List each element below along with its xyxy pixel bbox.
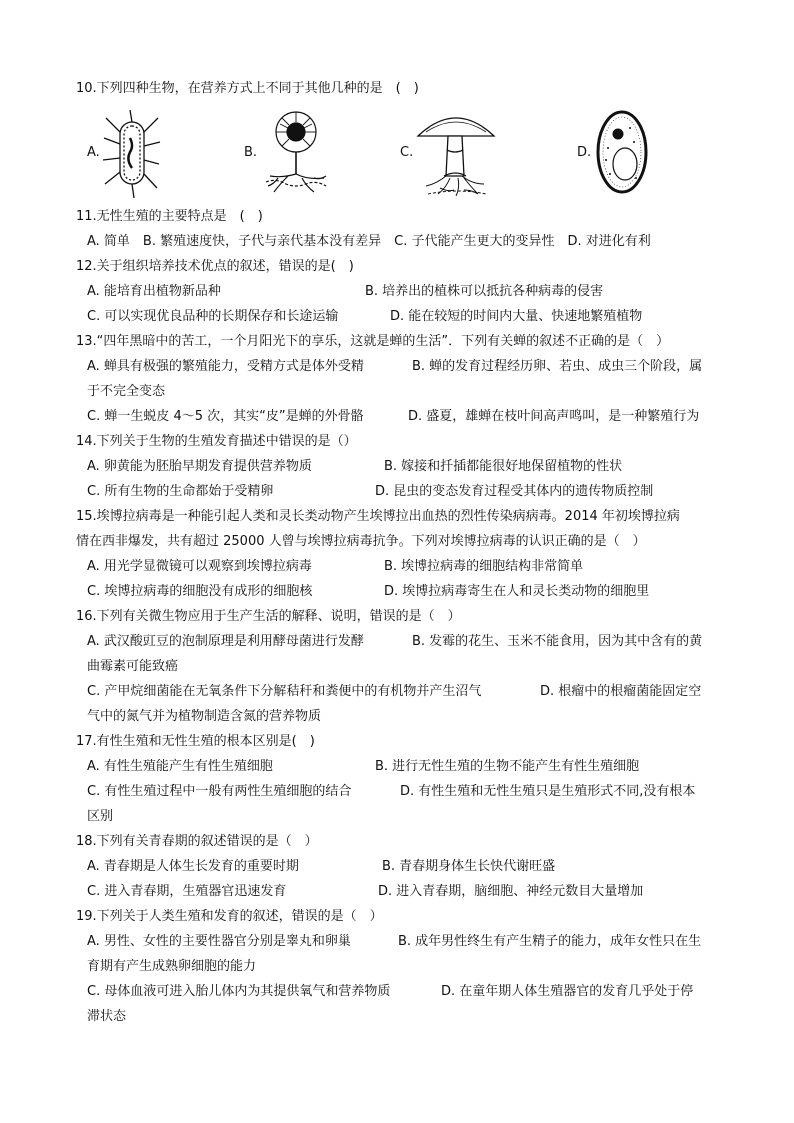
q13-option-d: D. 盛夏，雄蝉在枝叶间高声鸣叫，是一种繁殖行为 — [408, 409, 700, 424]
q13-option-a: A. 蝉具有极强的繁殖能力，受精方式是体外受精 — [87, 359, 364, 374]
q13-option-c: C. 蝉一生蜕皮 4～5 次，其实“皮”是蝉的外骨骼 — [87, 409, 364, 424]
q19-option-d: D. 在童年期人体生殖器官的发育几乎处于停 — [441, 984, 694, 999]
q17-option-c: C. 有性生殖过程中一般有两性生殖细胞的结合 — [87, 784, 352, 799]
question-18-stem: 18.下列有关青春期的叙述错误的是（ ） — [76, 834, 318, 849]
question-12-stem: 12.关于组织培养技术优点的叙述，错误的是( ) — [76, 259, 354, 274]
q10-option-d-label: D. — [577, 145, 592, 160]
q13-option-b-cont: 于不完全变态 — [87, 384, 166, 399]
q19-option-a: A. 男性、女性的主要性器官分别是睾丸和卵巢 — [87, 934, 351, 949]
question-11-stem: 11.无性生殖的主要特点是 ( ) — [76, 209, 263, 224]
q12-option-c: C. 可以实现优良品种的长期保存和长途运输 — [87, 309, 339, 324]
q19-option-b-cont: 育期有产生成熟卵细胞的能力 — [87, 959, 257, 974]
question-14-stem: 14.下列关于生物的生殖发育描述中错误的是（） — [76, 434, 357, 449]
q13-option-b: B. 蝉的发育过程经历卵、若虫、成虫三个阶段，属 — [412, 359, 703, 374]
q15-option-c: C. 埃博拉病毒的细胞没有成形的细胞核 — [87, 584, 313, 599]
bacterium-image — [100, 108, 162, 200]
q18-option-a: A. 青春期是人体生长发育的重要时期 — [87, 859, 299, 874]
yeast-cell-image — [594, 108, 650, 196]
q10-option-a-label: A. — [87, 145, 100, 160]
question-15-stem: 15.埃博拉病毒是一种能引起人类和灵长类动物产生埃博拉出血热的烈性传染病病毒。2014 年初埃博拉病 — [76, 509, 680, 524]
q16-option-b: B. 发霉的花生、玉米不能食用，因为其中含有的黄 — [412, 634, 703, 649]
q19-option-c: C. 母体血液可进入胎儿体内为其提供氧气和营养物质 — [87, 984, 391, 999]
q19-option-d-cont: 滞状态 — [87, 1009, 127, 1024]
q14-option-b: B. 嫁接和扦插都能很好地保留植物的性状 — [384, 459, 623, 474]
question-11-options: A. 简单 B. 繁殖速度快，子代与亲代基本没有差异 C. 子代能产生更大的变异性 D. 对进化有利 — [87, 234, 651, 249]
q16-option-d: D. 根瘤中的根瘤菌能固定空 — [540, 684, 702, 699]
question-10-stem: 10.下列四种生物，在营养方式上不同于其他几种的是 ( ) — [76, 81, 419, 96]
question-19-stem: 19.下列关于人类生殖和发育的叙述，错误的是（ ） — [76, 909, 383, 924]
mushroom-image — [414, 104, 498, 200]
q14-option-d: D. 昆虫的变态发育过程受其体内的遗传物质控制 — [375, 484, 654, 499]
question-16-stem: 16.下列有关微生物应用于生产生活的解释、说明，错误的是（ ） — [76, 609, 461, 624]
q17-option-d-cont: 区别 — [87, 809, 114, 824]
question-17-stem: 17.有性生殖和无性生殖的根本区别是( ) — [76, 734, 315, 749]
mold-image — [258, 108, 334, 198]
q17-option-a: A. 有性生殖能产生有性生殖细胞 — [87, 759, 273, 774]
q16-option-a: A. 武汉酸豇豆的泡制原理是利用酵母菌进行发酵 — [87, 634, 364, 649]
q14-option-c: C. 所有生物的生命都始于受精卵 — [87, 484, 274, 499]
q18-option-c: C. 进入青春期，生殖器官迅速发育 — [87, 884, 287, 899]
q15-option-a: A. 用光学显微镜可以观察到埃博拉病毒 — [87, 559, 312, 574]
question-15-stem-cont: 情在西非爆发，共有超过 25000 人曾与埃博拉病毒抗争。下列对埃博拉病毒的认识正确的是（ ） — [76, 534, 646, 549]
q12-option-b: B. 培养出的植株可以抵抗各种病毒的侵害 — [365, 284, 604, 299]
q18-option-b: B. 青春期身体生长快代谢旺盛 — [382, 859, 556, 874]
q17-option-b: B. 进行无性生殖的生物不能产生有性生殖细胞 — [375, 759, 640, 774]
q17-option-d: D. 有性生殖和无性生殖只是生殖形式不同,没有根本 — [400, 784, 696, 799]
q19-option-b: B. 成年男性终生有产生精子的能力，成年女性只在生 — [398, 934, 702, 949]
q16-option-c: C. 产甲烷细菌能在无氧条件下分解秸秆和粪便中的有机物并产生沼气 — [87, 684, 482, 699]
question-13-stem: 13.“四年黑暗中的苦工，一个月阳光下的享乐，这就是蝉的生活”．下列有关蝉的叙述不正确的是（ ） — [76, 334, 670, 349]
q16-option-d-cont: 气中的氮气并为植物制造含氮的营养物质 — [87, 709, 322, 724]
q18-option-d: D. 进入青春期，脑细胞、神经元数目大量增加 — [378, 884, 644, 899]
q14-option-a: A. 卵黄能为胚胎早期发育提供营养物质 — [87, 459, 312, 474]
q16-option-b-cont: 曲霉素可能致癌 — [87, 659, 179, 674]
q10-option-c-label: C. — [400, 145, 414, 160]
q15-option-b: B. 埃博拉病毒的细胞结构非常简单 — [384, 559, 584, 574]
q15-option-d: D. 埃博拉病毒寄生在人和灵长类动物的细胞里 — [384, 584, 650, 599]
q12-option-d: D. 能在较短的时间内大量、快速地繁殖植物 — [390, 309, 643, 324]
q12-option-a: A. 能培育出植物新品种 — [87, 284, 221, 299]
q10-option-b-label: B. — [244, 145, 258, 160]
